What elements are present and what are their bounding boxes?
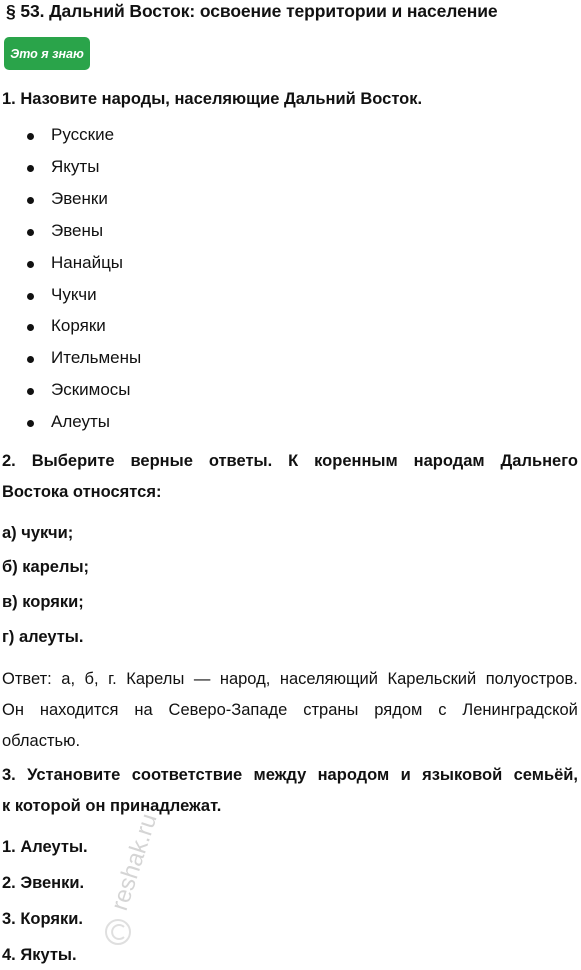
option-d: г) алеуты.	[2, 628, 84, 646]
bullet-icon	[27, 293, 34, 300]
question-3-line-2: к которой он принадлежат.	[2, 797, 222, 815]
bullet-icon	[27, 420, 34, 427]
watermark-logo	[88, 800, 163, 950]
answer-line-1: Ответ: а, б, г. Карелы — народ, населяющий Карельский полуостров.	[2, 670, 578, 688]
match-item-3: 3. Коряки.	[2, 910, 83, 928]
option-c: в) коряки;	[2, 593, 84, 611]
know-badge: Это я знаю	[4, 37, 90, 70]
question-2-line-1: 2. Выберите верные ответы. К коренным народам Дальнего	[2, 452, 578, 470]
bullet-icon	[27, 197, 34, 204]
page-title: § 53. Дальний Восток: освоение территории и население	[6, 1, 498, 21]
answer-text	[2, 664, 578, 757]
option-b: б) карелы;	[2, 558, 90, 576]
question-2-line-2: Востока относятся:	[2, 483, 162, 501]
bullet-icon	[27, 356, 34, 363]
bullet-icon	[27, 324, 34, 331]
bullet-icon	[27, 133, 34, 140]
bullet-icon	[27, 261, 34, 268]
match-item-4: 4. Якуты.	[2, 946, 77, 964]
bullet-icon	[27, 165, 34, 172]
option-a: а) чукчи;	[2, 524, 74, 542]
match-item-2: 2. Эвенки.	[2, 874, 85, 892]
question-1: 1. Назовите народы, населяющие Дальний Восток.	[2, 90, 423, 108]
answer-line-3: областью.	[2, 732, 81, 750]
page: § 53. Дальний Восток: освоение территории и население Это я знаю 1. Назовите народы, населяющие Дальний Восток. Русские Якуты Эвенки Эвены Нанайцы Чукчи Коряки Ительмены Эскимосы Алеуты 2. Выберите верные ответы. К коренным народам Дальнего Востока относятся: а) чукчи; б) карелы; в) коряки; г) алеуты. Ответ: а, б, г. Карелы — народ, населяющий Карельский полуостров. Он находится на Северо-Западе страны рядом с Ленинградской областью. 3. Установите соответствие между народом и языковой семьёй, к которой он принадлежат. 1. Алеуты. 2. Эвенки. 3. Коряки. 4. Якуты. reshak.ru	[2, 1, 578, 964]
bullet-icon	[27, 388, 34, 395]
bullet-icon	[27, 229, 34, 236]
match-item-1: 1. Алеуты.	[2, 838, 88, 856]
question-3-line-1: 3. Установите соответствие между народом и языковой семьёй,	[2, 766, 578, 784]
question-2	[2, 446, 578, 508]
answer-line-2: Он находится на Северо-Западе страны рядом с Ленинградской	[2, 701, 578, 719]
watermark-text: reshak.ru	[106, 810, 163, 914]
